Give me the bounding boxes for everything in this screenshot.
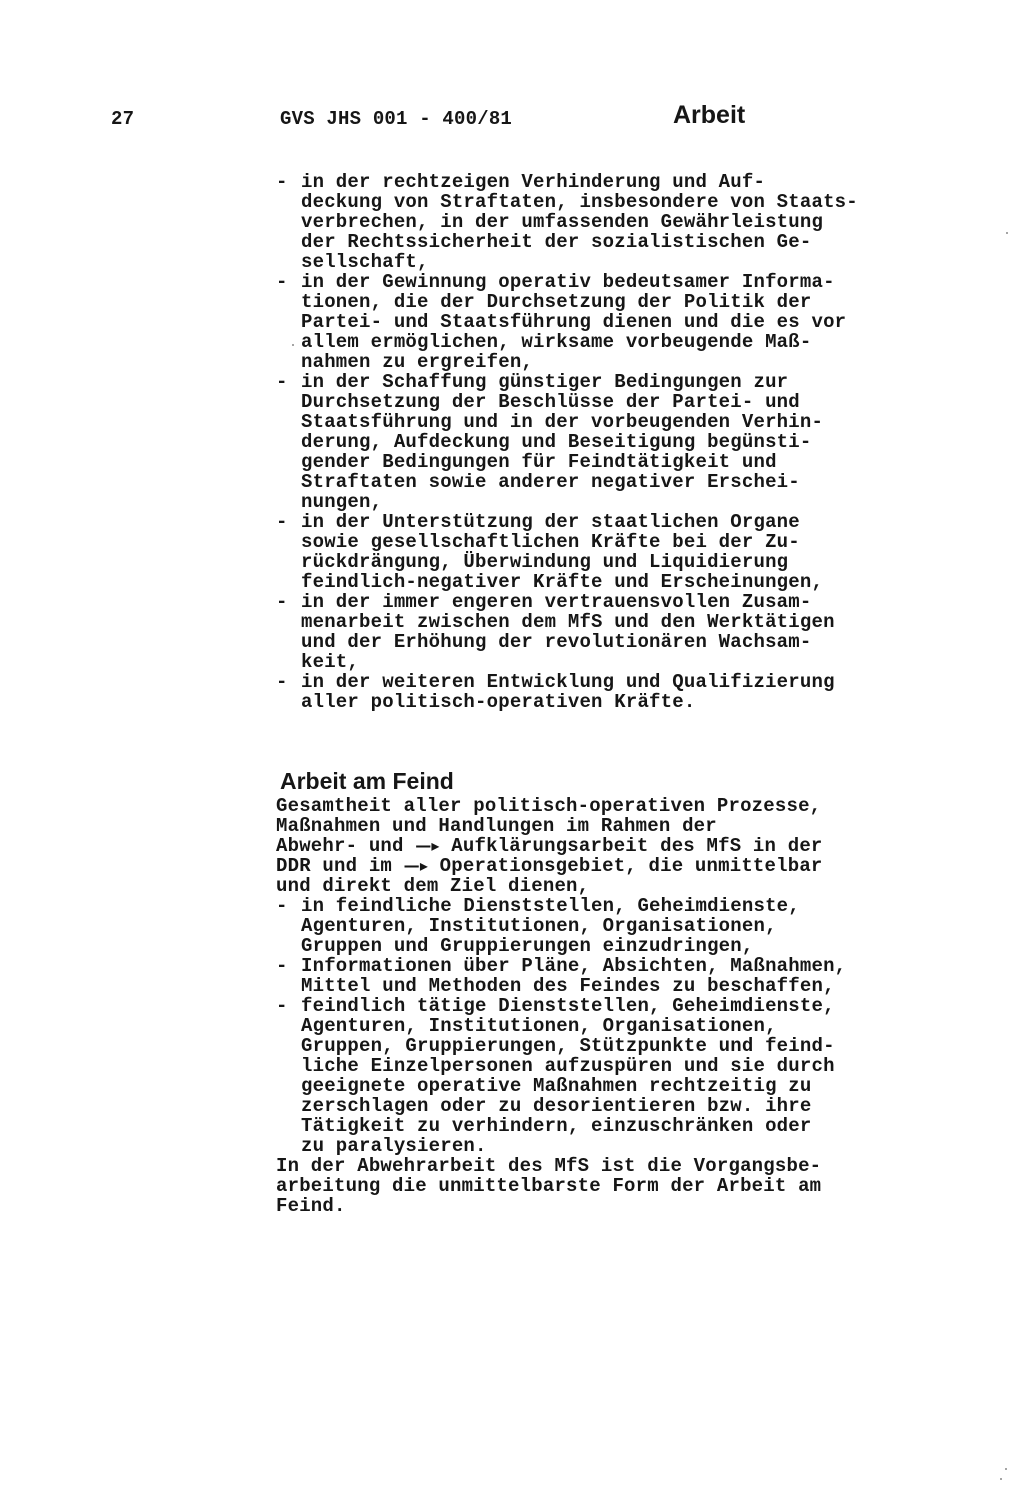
definition-text: Operationsgebiet, die unmittelbar — [428, 855, 823, 877]
definition-line-with-reference — [276, 836, 916, 856]
list-item-first-line — [276, 512, 916, 532]
list-item-continuation: nungen, — [301, 491, 383, 513]
list-item-continuation: Gruppen und Gruppierungen einzudringen, — [301, 935, 754, 957]
bullet-dash: - — [276, 271, 288, 293]
list-item-first-line — [276, 372, 916, 392]
definition-text: Aufklärungsarbeit des MfS in der — [439, 835, 823, 857]
bullet-dash: - — [276, 511, 288, 533]
list-item-first-line — [276, 672, 916, 692]
list-item-text: in der rechtzeigen Verhinderung und Auf- — [301, 171, 766, 193]
list-item-text: in der weiteren Entwicklung und Qualifizierung — [301, 671, 835, 693]
list-item-continuation: zerschlagen oder zu desorientieren bzw. ihre — [301, 1095, 812, 1117]
definition-line-with-reference — [276, 856, 916, 876]
list-item-continuation: nahmen zu ergreifen, — [301, 351, 534, 373]
entry-arbeit-list — [276, 172, 916, 712]
list-item-text: in der Unterstützung der staatlichen Organe — [301, 511, 800, 533]
list-item-first-line — [276, 272, 916, 292]
list-item-text: Informationen über Pläne, Absichten, Maßnahmen, — [301, 955, 847, 977]
list-item-continuation: der Rechtssicherheit der sozialistischen Ge- — [301, 231, 812, 253]
list-item-continuation: Staatsführung und in der vorbeugenden Verhin- — [301, 411, 824, 433]
list-item-continuation: rückdrängung, Überwindung und Liquidierung — [301, 551, 789, 573]
list-item-continuation: sellschaft, — [301, 251, 429, 273]
definition-line: und direkt dem Ziel dienen, — [276, 875, 590, 897]
list-item-continuation: menarbeit zwischen dem MfS und den Werktätigen — [301, 611, 835, 633]
list-item-continuation: sowie gesellschaftlichen Kräfte bei der Zu- — [301, 531, 800, 553]
list-item-continuation: geeignete operative Maßnahmen rechtzeitig zu — [301, 1075, 812, 1097]
bullet-dash: - — [276, 591, 288, 613]
bullet-dash: - — [276, 955, 288, 977]
list-item-continuation: keit, — [301, 651, 360, 673]
list-item-continuation: Gruppen, Gruppierungen, Stützpunkte und feind- — [301, 1035, 835, 1057]
list-item-text: in der Gewinnung operativ bedeutsamer Informa- — [301, 271, 835, 293]
list-item-continuation: deckung von Straftaten, insbesondere von Staats- — [301, 191, 858, 213]
list-item-first-line — [276, 592, 916, 612]
scan-speck — [1005, 1468, 1007, 1470]
definition-text: Abwehr- und — [276, 835, 416, 857]
definition-line: Gesamtheit aller politisch-operativen Prozesse, — [276, 795, 822, 817]
definition-text: DDR und im — [276, 855, 404, 877]
bullet-dash: - — [276, 995, 288, 1017]
closing-line: Feind. — [276, 1195, 346, 1217]
list-item-text: in der immer engeren vertrauensvollen Zusam- — [301, 591, 812, 613]
list-item-continuation: Durchsetzung der Beschlüsse der Partei- und — [301, 391, 800, 413]
cross-reference-arrow-icon: —▸ — [415, 836, 440, 855]
closing-line: arbeitung die unmittelbarste Form der Arbeit am — [276, 1175, 822, 1197]
list-item-text: feindlich tätige Dienststellen, Geheimdienste, — [301, 995, 835, 1017]
list-item-continuation: verbrechen, in der umfassenden Gewährleistung — [301, 211, 824, 233]
bullet-dash: - — [276, 895, 288, 917]
list-item-continuation: und der Erhöhung der revolutionären Wachsam- — [301, 631, 812, 653]
list-item-first-line — [276, 956, 916, 976]
scan-speck — [1006, 232, 1008, 234]
bullet-dash: - — [276, 171, 288, 193]
list-item-continuation: liche Einzelpersonen aufzuspüren und sie durch — [301, 1055, 835, 1077]
entry-heading: Arbeit am Feind — [280, 768, 454, 794]
list-item-continuation: aller politisch-operativen Kräfte. — [301, 691, 696, 713]
list-item-continuation: feindlich-negativer Kräfte und Erscheinungen, — [301, 571, 824, 593]
list-item-text: in der Schaffung günstiger Bedingungen zur — [301, 371, 789, 393]
page-number: 27 — [111, 108, 135, 130]
list-item-text: in feindliche Dienststellen, Geheimdienste, — [301, 895, 800, 917]
closing-line: In der Abwehrarbeit des MfS ist die Vorgangsbe- — [276, 1155, 822, 1177]
definition-line: Maßnahmen und Handlungen im Rahmen der — [276, 815, 717, 837]
list-item-first-line — [276, 996, 916, 1016]
list-item-continuation: gender Bedingungen für Feindtätigkeit und — [301, 451, 777, 473]
bullet-dash: - — [276, 371, 288, 393]
list-item-continuation: Partei- und Staatsführung dienen und die es vor — [301, 311, 847, 333]
cross-reference-arrow-icon: —▸ — [403, 856, 429, 875]
entry-arbeit-am-feind-body — [276, 796, 916, 1216]
list-item-continuation: Agenturen, Institutionen, Organisationen, — [301, 1015, 777, 1037]
running-head: Arbeit — [673, 101, 746, 129]
scan-speck — [292, 344, 294, 346]
bullet-dash: - — [276, 671, 288, 693]
list-item-first-line — [276, 172, 916, 192]
list-item-continuation: tionen, die der Durchsetzung der Politik der — [301, 291, 812, 313]
list-item-continuation: Agenturen, Institutionen, Organisationen, — [301, 915, 777, 937]
list-item-first-line — [276, 896, 916, 916]
list-item-continuation: derung, Aufdeckung und Beseitigung begünsti- — [301, 431, 812, 453]
list-item-continuation: Tätigkeit zu verhindern, einzuschränken oder — [301, 1115, 812, 1137]
list-item-continuation: allem ermöglichen, wirksame vorbeugende Maß- — [301, 331, 812, 353]
list-item-continuation: Mittel und Methoden des Feindes zu beschaffen, — [301, 975, 835, 997]
document-reference: GVS JHS 001 - 400/81 — [280, 108, 513, 130]
list-item-continuation: zu paralysieren. — [301, 1135, 487, 1157]
list-item-continuation: Straftaten sowie anderer negativer Erschei- — [301, 471, 800, 493]
scan-speck — [1000, 1478, 1002, 1480]
